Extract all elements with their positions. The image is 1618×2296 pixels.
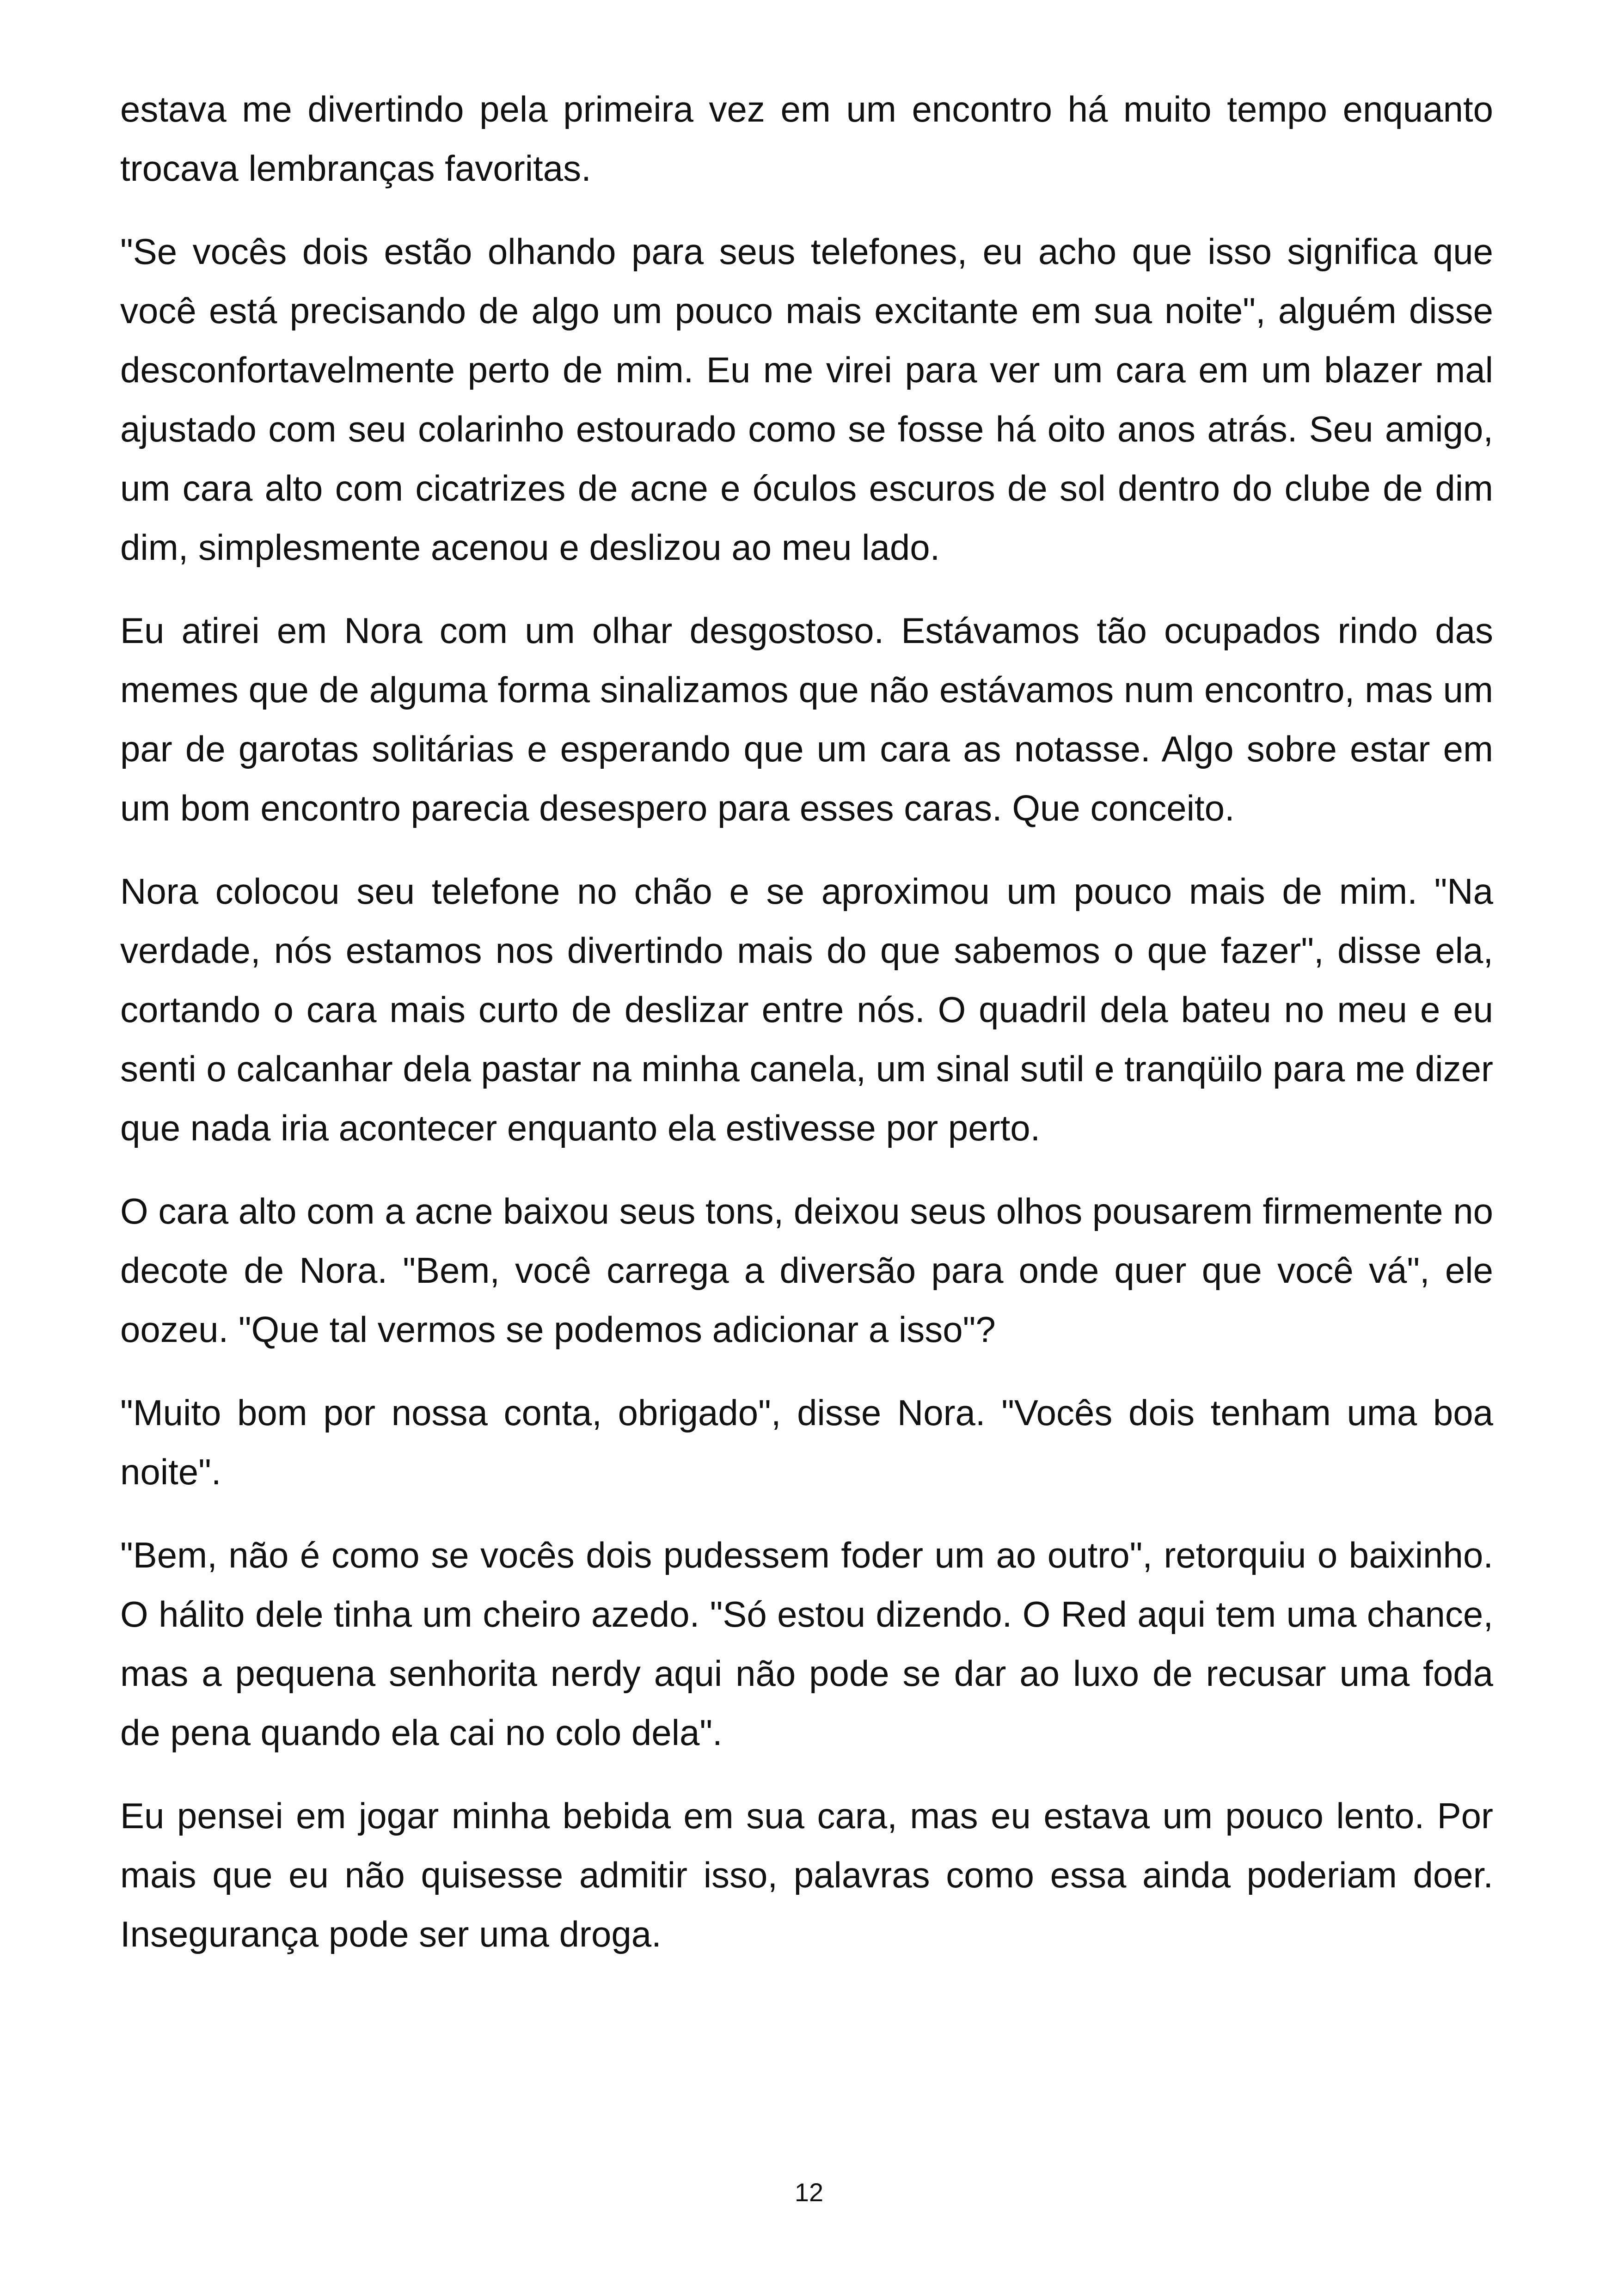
- paragraph-2: "Se vocês dois estão olhando para seus telefones, eu acho que isso significa que você está precisando de algo um pouco mais excitante em sua noite", alguém disse desconfortavelmente perto de mim. Eu me virei para ver um cara em um blazer mal ajustado com seu colarinho estourado como se fosse há oito anos atrás. Seu amigo, um cara alto com cicatrizes de acne e óculos escuros de sol dentro do clube de dim dim, simplesmente acenou e deslizou ao meu lado.: [120, 231, 1493, 568]
- paragraph-4: Nora colocou seu telefone no chão e se aproximou um pouco mais de mim. "Na verdade, nós estamos nos divertindo mais do que sabemos o que fazer", disse ela, cortando o cara mais curto de deslizar entre nós. O quadril dela bateu no meu e eu senti o calcanhar dela pastar na minha canela, um sinal sutil e tranqüilo para me dizer que nada iria acontecer enquanto ela estivesse por perto.: [120, 871, 1493, 1148]
- paragraph-8: Eu pensei em jogar minha bebida em sua cara, mas eu estava um pouco lento. Por mais que eu não quisesse admitir isso, palavras como essa ainda poderiam doer. Insegurança pode ser uma droga.: [120, 1795, 1493, 1954]
- paragraph-3: Eu atirei em Nora com um olhar desgostoso. Estávamos tão ocupados rindo das memes que de alguma forma sinalizamos que não estávamos num encontro, mas um par de garotas solitárias e esperando que um cara as notasse. Algo sobre estar em um bom encontro parecia desespero para esses caras. Que conceito.: [120, 610, 1493, 828]
- paragraph-5: O cara alto com a acne baixou seus tons, deixou seus olhos pousarem firmemente no decote de Nora. "Bem, você carrega a diversão para onde quer que você vá", ele oozeu. "Que tal vermos se podemos adicionar a isso"?: [120, 1191, 1493, 1350]
- page-number: 12: [794, 2178, 824, 2207]
- paragraph-1: estava me divertindo pela primeira vez em um encontro há muito tempo enquanto trocava lembranças favoritas.: [120, 89, 1493, 189]
- paragraph-6: "Muito bom por nossa conta, obrigado", disse Nora. "Vocês dois tenham uma boa noite".: [120, 1392, 1493, 1492]
- body-text: [120, 80, 1493, 1988]
- paragraph-7: "Bem, não é como se vocês dois pudessem foder um ao outro", retorquiu o baixinho. O hálito dele tinha um cheiro azedo. "Só estou dizendo. O Red aqui tem uma chance, mas a pequena senhorita nerdy aqui não pode se dar ao luxo de recusar uma foda de pena quando ela cai no colo dela".: [120, 1535, 1493, 1753]
